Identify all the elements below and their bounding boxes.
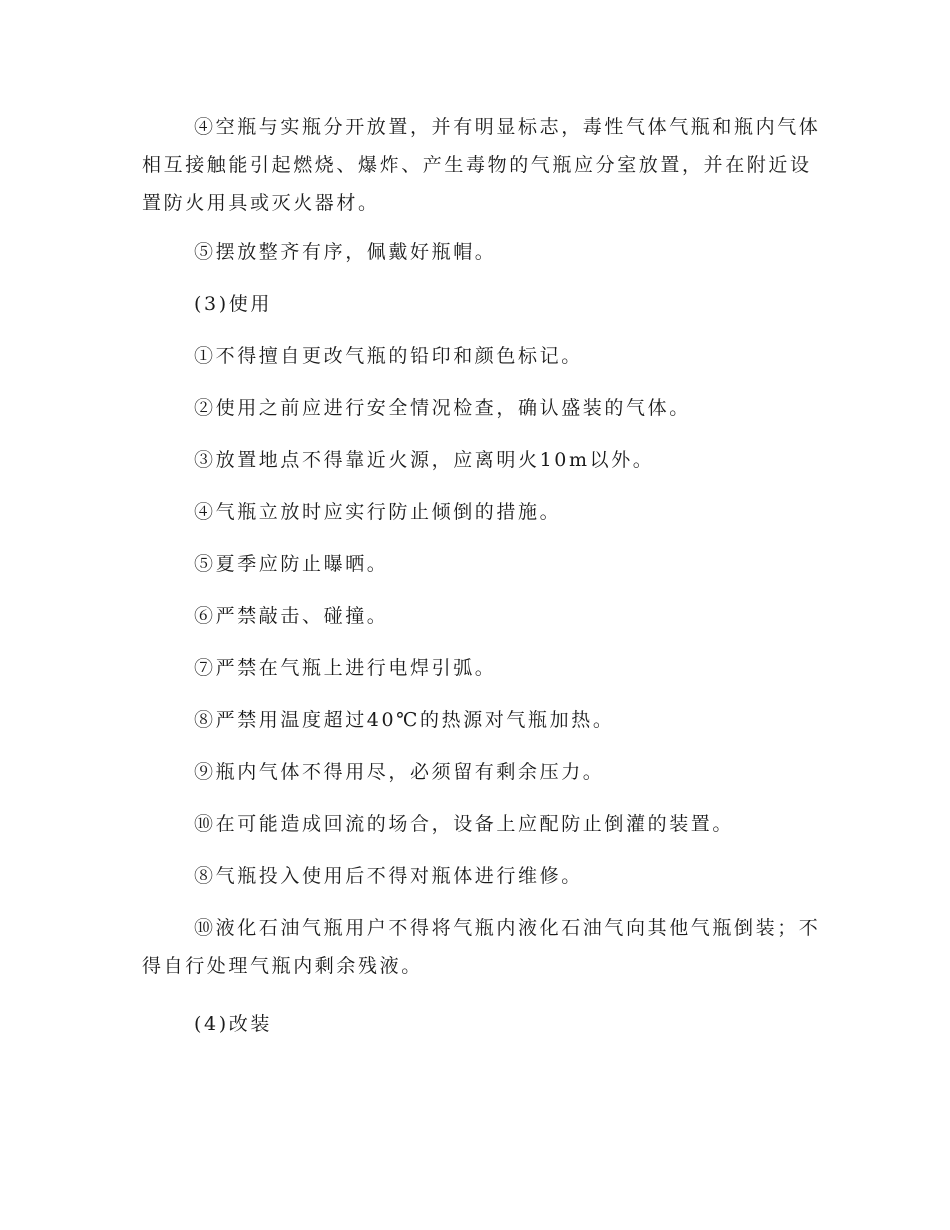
paragraph-use-5: ⑤夏季应防止曝晒。 bbox=[194, 553, 389, 575]
paragraph-use-8: ⑧严禁用温度超过40℃的热源对气瓶加热。 bbox=[194, 709, 615, 731]
paragraph-use-6: ⑥严禁敲击、碰撞。 bbox=[194, 605, 389, 627]
section-heading-modification: (4)改装 bbox=[194, 1013, 272, 1035]
paragraph-use-9: ⑨瓶内气体不得用尽，必须留有剩余压力。 bbox=[194, 761, 605, 783]
paragraph-use-11: ⑧气瓶投入使用后不得对瓶体进行维修。 bbox=[194, 865, 583, 887]
section-heading-use: (3)使用 bbox=[194, 293, 272, 315]
paragraph-use-2: ②使用之前应进行安全情况检查，确认盛装的气体。 bbox=[194, 397, 691, 419]
paragraph-empty-full-separation: ④空瓶与实瓶分开放置，并有明显标志，毒性气体气瓶和瓶内气体相互接触能引起燃烧、爆炸、产生毒物的气瓶应分室放置，并在附近设置防火用具或灭火器材。 bbox=[142, 116, 821, 214]
paragraph-use-10: ⑩在可能造成回流的场合，设备上应配防止倒灌的装置。 bbox=[194, 813, 735, 835]
paragraph-arrangement: ⑤摆放整齐有序，佩戴好瓶帽。 bbox=[194, 241, 497, 263]
paragraph-use-12: ⑩液化石油气瓶用户不得将气瓶内液化石油气向其他气瓶倒装；不得自行处理气瓶内剩余残液。 bbox=[142, 917, 821, 977]
paragraph-use-7: ⑦严禁在气瓶上进行电焊引弧。 bbox=[194, 657, 497, 679]
paragraph-use-4: ④气瓶立放时应实行防止倾倒的措施。 bbox=[194, 501, 562, 523]
paragraph-use-1: ①不得擅自更改气瓶的铅印和颜色标记。 bbox=[194, 345, 583, 367]
paragraph-use-3: ③放置地点不得靠近火源，应离明火10m以外。 bbox=[194, 449, 655, 471]
